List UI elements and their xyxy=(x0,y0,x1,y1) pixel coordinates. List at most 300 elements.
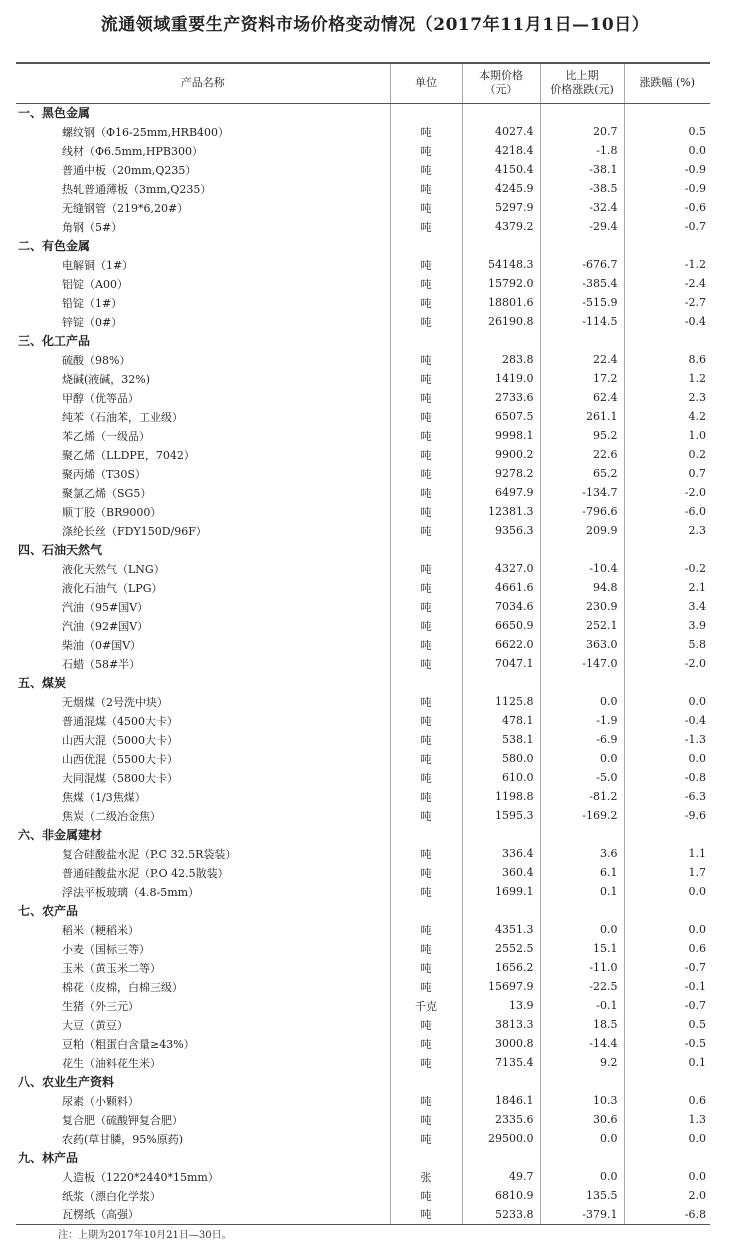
price-cell: 4218.4 xyxy=(462,141,540,160)
header-price-line2: （元） xyxy=(484,83,518,97)
product-name: 无缝钢管（219*6,20#） xyxy=(62,201,189,215)
product-name: 顺丁胶（BR9000） xyxy=(62,505,162,519)
price-cell: 283.8 xyxy=(462,350,540,369)
unit-cell: 吨 xyxy=(390,445,462,464)
unit-cell: 吨 xyxy=(390,1110,462,1129)
empty-cell xyxy=(540,673,624,692)
category-row xyxy=(16,103,710,122)
change-cell: -14.4 xyxy=(540,1034,624,1053)
change-cell: -11.0 xyxy=(540,958,624,977)
table-row xyxy=(16,559,710,578)
pct-cell: 0.0 xyxy=(624,749,710,768)
unit-cell: 吨 xyxy=(390,312,462,331)
category-row xyxy=(16,901,710,920)
pct-cell: 0.0 xyxy=(624,920,710,939)
pct-cell: -2.0 xyxy=(624,483,710,502)
price-cell: 2335.6 xyxy=(462,1110,540,1129)
pct-cell: -0.9 xyxy=(624,179,710,198)
table-row xyxy=(16,882,710,901)
price-cell: 4351.3 xyxy=(462,920,540,939)
product-name: 热轧普通薄板（3mm,Q235） xyxy=(62,182,212,196)
change-cell: -385.4 xyxy=(540,274,624,293)
pct-cell: 2.3 xyxy=(624,388,710,407)
change-cell: 261.1 xyxy=(540,407,624,426)
unit-cell: 吨 xyxy=(390,483,462,502)
table-row xyxy=(16,1186,710,1205)
page-title: 流通领域重要生产资料市场价格变动情况（2017年11月1日—10日） xyxy=(100,15,650,35)
price-cell: 3000.8 xyxy=(462,1034,540,1053)
unit-cell: 吨 xyxy=(390,977,462,996)
unit-cell: 吨 xyxy=(390,369,462,388)
table-row xyxy=(16,160,710,179)
empty-cell xyxy=(390,673,462,692)
empty-cell xyxy=(540,1148,624,1167)
pct-cell: -2.4 xyxy=(624,274,710,293)
change-cell: 209.9 xyxy=(540,521,624,540)
price-cell: 2552.5 xyxy=(462,939,540,958)
change-cell: -379.1 xyxy=(540,1205,624,1224)
empty-cell xyxy=(462,331,540,350)
change-cell: 22.6 xyxy=(540,445,624,464)
header-name: 产品名称 xyxy=(16,63,390,103)
price-cell: 9356.3 xyxy=(462,521,540,540)
table-row xyxy=(16,768,710,787)
unit-cell: 千克 xyxy=(390,996,462,1015)
change-cell: 0.0 xyxy=(540,1167,624,1186)
unit-cell: 吨 xyxy=(390,521,462,540)
pct-cell: -0.4 xyxy=(624,312,710,331)
product-name: 纯苯（石油苯，工业级） xyxy=(62,410,183,424)
pct-cell: 3.9 xyxy=(624,616,710,635)
table-row xyxy=(16,958,710,977)
price-cell: 9278.2 xyxy=(462,464,540,483)
table-row xyxy=(16,388,710,407)
table-row xyxy=(16,141,710,160)
product-name: 锌锭（0#） xyxy=(62,315,123,329)
unit-cell: 吨 xyxy=(390,654,462,673)
unit-cell: 吨 xyxy=(390,882,462,901)
unit-cell: 吨 xyxy=(390,1053,462,1072)
table-header xyxy=(16,63,710,103)
table-row xyxy=(16,1129,710,1148)
empty-cell xyxy=(540,901,624,920)
pct-cell: -6.0 xyxy=(624,502,710,521)
change-cell: 20.7 xyxy=(540,122,624,141)
table-row xyxy=(16,996,710,1015)
empty-cell xyxy=(624,331,710,350)
table-row xyxy=(16,1205,710,1224)
pct-cell: -1.3 xyxy=(624,730,710,749)
change-cell: -1.9 xyxy=(540,711,624,730)
price-cell: 1125.8 xyxy=(462,692,540,711)
price-cell: 6507.5 xyxy=(462,407,540,426)
category-row xyxy=(16,673,710,692)
change-cell: 135.5 xyxy=(540,1186,624,1205)
table-row xyxy=(16,521,710,540)
category-row xyxy=(16,825,710,844)
pct-cell: 0.6 xyxy=(624,939,710,958)
empty-cell xyxy=(624,1072,710,1091)
table-row xyxy=(16,730,710,749)
empty-cell xyxy=(462,825,540,844)
unit-cell: 吨 xyxy=(390,217,462,236)
price-cell: 580.0 xyxy=(462,749,540,768)
pct-cell: -2.7 xyxy=(624,293,710,312)
pct-cell: 0.2 xyxy=(624,445,710,464)
empty-cell xyxy=(390,540,462,559)
unit-cell: 吨 xyxy=(390,844,462,863)
unit-cell: 吨 xyxy=(390,293,462,312)
change-cell: 252.1 xyxy=(540,616,624,635)
pct-cell: 0.0 xyxy=(624,692,710,711)
price-cell: 4027.4 xyxy=(462,122,540,141)
unit-cell: 吨 xyxy=(390,635,462,654)
category-row xyxy=(16,1148,710,1167)
change-cell: 0.0 xyxy=(540,920,624,939)
table-row xyxy=(16,312,710,331)
table-row xyxy=(16,445,710,464)
table-row xyxy=(16,654,710,673)
unit-cell: 吨 xyxy=(390,179,462,198)
unit-cell: 吨 xyxy=(390,255,462,274)
table-row xyxy=(16,844,710,863)
unit-cell: 吨 xyxy=(390,160,462,179)
empty-cell xyxy=(540,1072,624,1091)
change-cell: 6.1 xyxy=(540,863,624,882)
product-name: 铅锭（1#） xyxy=(62,296,123,310)
pct-cell: 0.1 xyxy=(624,1053,710,1072)
empty-cell xyxy=(390,1072,462,1091)
table-row xyxy=(16,179,710,198)
change-cell: -1.8 xyxy=(540,141,624,160)
price-cell: 9998.1 xyxy=(462,426,540,445)
change-cell: 15.1 xyxy=(540,939,624,958)
price-cell: 336.4 xyxy=(462,844,540,863)
pct-cell: -0.7 xyxy=(624,217,710,236)
price-cell: 538.1 xyxy=(462,730,540,749)
product-name: 角钢（5#） xyxy=(62,220,123,234)
pct-cell: 2.3 xyxy=(624,521,710,540)
price-cell: 7034.6 xyxy=(462,597,540,616)
unit-cell: 吨 xyxy=(390,1186,462,1205)
unit-cell: 吨 xyxy=(390,464,462,483)
unit-cell: 吨 xyxy=(390,692,462,711)
change-cell: 0.1 xyxy=(540,882,624,901)
empty-cell xyxy=(390,236,462,255)
product-name: 小麦（国标三等） xyxy=(62,942,150,956)
header-change xyxy=(540,63,624,103)
price-cell: 6622.0 xyxy=(462,635,540,654)
table-row xyxy=(16,122,710,141)
pct-cell: 2.1 xyxy=(624,578,710,597)
empty-cell xyxy=(390,901,462,920)
change-cell: 3.6 xyxy=(540,844,624,863)
product-name: 螺纹钢（Φ16-25mm,HRB400） xyxy=(62,125,230,139)
empty-cell xyxy=(390,1148,462,1167)
change-cell: -134.7 xyxy=(540,483,624,502)
change-cell: 95.2 xyxy=(540,426,624,445)
price-cell: 478.1 xyxy=(462,711,540,730)
pct-cell: 2.0 xyxy=(624,1186,710,1205)
empty-cell xyxy=(540,825,624,844)
unit-cell: 吨 xyxy=(390,616,462,635)
pct-cell: -0.1 xyxy=(624,977,710,996)
empty-cell xyxy=(462,1072,540,1091)
change-cell: 30.6 xyxy=(540,1110,624,1129)
change-cell: 363.0 xyxy=(540,635,624,654)
product-name: 线材（Φ6.5mm,HPB300） xyxy=(62,144,203,158)
empty-cell xyxy=(390,103,462,122)
change-cell: -81.2 xyxy=(540,787,624,806)
category-row xyxy=(16,1072,710,1091)
category-name: 二、有色金属 xyxy=(18,239,91,253)
table-row xyxy=(16,635,710,654)
price-cell: 9900.2 xyxy=(462,445,540,464)
empty-cell xyxy=(624,236,710,255)
change-cell: 0.0 xyxy=(540,692,624,711)
empty-cell xyxy=(462,1148,540,1167)
price-cell: 6497.9 xyxy=(462,483,540,502)
empty-cell xyxy=(624,540,710,559)
pct-cell: -0.2 xyxy=(624,559,710,578)
pct-cell: -6.8 xyxy=(624,1205,710,1224)
table-row xyxy=(16,1034,710,1053)
price-cell: 5297.9 xyxy=(462,198,540,217)
change-cell: -0.1 xyxy=(540,996,624,1015)
product-name: 烧碱(液碱，32%) xyxy=(62,372,151,386)
product-name: 人造板（1220*2440*15mm） xyxy=(62,1170,219,1184)
table-row xyxy=(16,255,710,274)
product-name: 瓦楞纸（高强） xyxy=(16,1205,390,1224)
unit-cell: 吨 xyxy=(390,198,462,217)
change-cell: -515.9 xyxy=(540,293,624,312)
table-row xyxy=(16,217,710,236)
change-cell: -147.0 xyxy=(540,654,624,673)
change-cell: 18.5 xyxy=(540,1015,624,1034)
unit-cell: 吨 xyxy=(390,1034,462,1053)
product-name: 普通硅酸盐水泥（P.O 42.5散装） xyxy=(62,866,229,880)
table-row xyxy=(16,597,710,616)
pct-cell: 1.0 xyxy=(624,426,710,445)
change-cell: 62.4 xyxy=(540,388,624,407)
product-name: 铝锭（A00） xyxy=(62,277,128,291)
price-cell: 54148.3 xyxy=(462,255,540,274)
pct-cell: -0.5 xyxy=(624,1034,710,1053)
pct-cell: 3.4 xyxy=(624,597,710,616)
unit-cell: 吨 xyxy=(390,122,462,141)
change-cell: -5.0 xyxy=(540,768,624,787)
price-cell: 12381.3 xyxy=(462,502,540,521)
change-cell: 9.2 xyxy=(540,1053,624,1072)
price-cell: 13.9 xyxy=(462,996,540,1015)
unit-cell: 吨 xyxy=(390,502,462,521)
table-row xyxy=(16,369,710,388)
table-row xyxy=(16,749,710,768)
unit-cell: 吨 xyxy=(390,426,462,445)
table-row xyxy=(16,863,710,882)
table-row xyxy=(16,1091,710,1110)
pct-cell: 0.5 xyxy=(624,1015,710,1034)
product-name: 柴油（0#国Ⅴ） xyxy=(62,638,142,652)
pct-cell: 0.6 xyxy=(624,1091,710,1110)
product-name: 普通中板（20mm,Q235） xyxy=(62,163,197,177)
unit-cell: 吨 xyxy=(390,1129,462,1148)
product-name: 生猪（外三元） xyxy=(62,999,139,1013)
product-name: 聚乙烯（LLDPE，7042） xyxy=(62,448,195,462)
category-row xyxy=(16,540,710,559)
empty-cell xyxy=(624,103,710,122)
change-cell: 22.4 xyxy=(540,350,624,369)
pct-cell: 0.0 xyxy=(624,882,710,901)
change-cell: 0.0 xyxy=(540,1129,624,1148)
change-cell: 17.2 xyxy=(540,369,624,388)
price-table xyxy=(16,62,710,1225)
product-name: 玉米（黄玉米二等） xyxy=(62,961,161,975)
pct-cell: 0.0 xyxy=(624,1167,710,1186)
change-cell: -676.7 xyxy=(540,255,624,274)
category-row xyxy=(16,331,710,350)
empty-cell xyxy=(540,540,624,559)
category-name: 一、黑色金属 xyxy=(18,106,91,121)
unit-cell: 吨 xyxy=(390,749,462,768)
table-row xyxy=(16,1015,710,1034)
pct-cell: 8.6 xyxy=(624,350,710,369)
price-cell: 6650.9 xyxy=(462,616,540,635)
table-row xyxy=(16,274,710,293)
empty-cell xyxy=(624,1148,710,1167)
pct-cell: 1.3 xyxy=(624,1110,710,1129)
category-name: 七、农产品 xyxy=(18,904,79,918)
unit-cell: 吨 xyxy=(390,407,462,426)
unit-cell: 吨 xyxy=(390,350,462,369)
pct-cell: 0.7 xyxy=(624,464,710,483)
table-row xyxy=(16,578,710,597)
empty-cell xyxy=(540,103,624,122)
empty-cell xyxy=(624,673,710,692)
table-row xyxy=(16,483,710,502)
header-pct: 涨跌幅 (%) xyxy=(624,63,710,103)
category-name: 八、农业生产资料 xyxy=(18,1075,115,1089)
change-cell: -10.4 xyxy=(540,559,624,578)
table-row xyxy=(16,616,710,635)
product-name: 石蜡（58#半） xyxy=(62,657,141,671)
product-name: 甲醇（优等品） xyxy=(62,391,139,405)
table-row xyxy=(16,692,710,711)
price-cell: 610.0 xyxy=(462,768,540,787)
pct-cell: -0.9 xyxy=(624,160,710,179)
category-row xyxy=(16,236,710,255)
price-cell: 7047.1 xyxy=(462,654,540,673)
table-body xyxy=(16,103,710,1224)
category-name: 四、石油天然气 xyxy=(18,543,103,557)
category-name: 五、煤炭 xyxy=(18,676,67,690)
change-cell: -29.4 xyxy=(540,217,624,236)
header-price xyxy=(462,63,540,103)
unit-cell: 张 xyxy=(390,1167,462,1186)
price-cell: 4661.6 xyxy=(462,578,540,597)
price-cell: 15792.0 xyxy=(462,274,540,293)
product-name: 复合硅酸盐水泥（P.C 32.5R袋装） xyxy=(62,847,237,861)
unit-cell: 吨 xyxy=(390,597,462,616)
table-row xyxy=(16,407,710,426)
empty-cell xyxy=(462,901,540,920)
empty-cell xyxy=(540,331,624,350)
header-unit: 单位 xyxy=(390,63,462,103)
pct-cell: -0.4 xyxy=(624,711,710,730)
product-name: 电解铜（1#） xyxy=(62,258,134,272)
product-name: 大豆（黄豆） xyxy=(62,1018,128,1032)
price-cell: 1419.0 xyxy=(462,369,540,388)
table-row xyxy=(16,1110,710,1129)
empty-cell xyxy=(624,901,710,920)
change-cell: -796.6 xyxy=(540,502,624,521)
product-name: 棉花（皮棉，白棉三级） xyxy=(62,980,183,994)
product-name: 普通混煤（4500大卡） xyxy=(62,714,178,728)
change-cell: -38.1 xyxy=(540,160,624,179)
empty-cell xyxy=(462,540,540,559)
product-name: 山西优混（5500大卡） xyxy=(62,752,178,766)
product-name: 焦煤（1/3焦煤） xyxy=(62,790,146,804)
empty-cell xyxy=(462,236,540,255)
product-name: 液化天然气（LNG） xyxy=(62,562,165,576)
price-cell: 18801.6 xyxy=(462,293,540,312)
product-name: 浮法平板玻璃（4.8-5mm） xyxy=(62,885,200,899)
empty-cell xyxy=(624,825,710,844)
pct-cell: -0.7 xyxy=(624,958,710,977)
change-cell: -32.4 xyxy=(540,198,624,217)
price-cell: 1595.3 xyxy=(462,806,540,825)
change-cell: 65.2 xyxy=(540,464,624,483)
unit-cell: 吨 xyxy=(390,920,462,939)
price-cell: 15697.9 xyxy=(462,977,540,996)
price-cell: 360.4 xyxy=(462,863,540,882)
product-name: 豆粕（粗蛋白含量≥43%） xyxy=(62,1037,195,1051)
footnote: 注：上期为2017年10月21日—30日。 xyxy=(58,1230,232,1241)
price-cell: 7135.4 xyxy=(462,1053,540,1072)
price-cell: 1699.1 xyxy=(462,882,540,901)
price-cell: 26190.8 xyxy=(462,312,540,331)
unit-cell: 吨 xyxy=(390,559,462,578)
pct-cell: -0.8 xyxy=(624,768,710,787)
pct-cell: -2.0 xyxy=(624,654,710,673)
price-cell: 5233.8 xyxy=(462,1205,540,1224)
empty-cell xyxy=(390,331,462,350)
header-price-line1: 本期价格 xyxy=(479,69,523,83)
unit-cell: 吨 xyxy=(390,863,462,882)
category-name: 六、非金属建材 xyxy=(18,828,103,842)
change-cell: 0.0 xyxy=(540,749,624,768)
price-cell: 1198.8 xyxy=(462,787,540,806)
product-name: 纸浆（漂白化学浆） xyxy=(62,1189,161,1203)
price-cell: 4327.0 xyxy=(462,559,540,578)
product-name: 复合肥（硫酸钾复合肥） xyxy=(62,1113,183,1127)
change-cell: -169.2 xyxy=(540,806,624,825)
pct-cell: 1.2 xyxy=(624,369,710,388)
unit-cell: 吨 xyxy=(390,958,462,977)
change-cell: -114.5 xyxy=(540,312,624,331)
product-name: 大同混煤（5800大卡） xyxy=(62,771,178,785)
table-row xyxy=(16,293,710,312)
empty-cell xyxy=(462,103,540,122)
pct-cell: -0.6 xyxy=(624,198,710,217)
product-name: 尿素（小颗料） xyxy=(62,1094,139,1108)
unit-cell: 吨 xyxy=(390,730,462,749)
price-cell: 49.7 xyxy=(462,1167,540,1186)
table-row xyxy=(16,1053,710,1072)
change-cell: -6.9 xyxy=(540,730,624,749)
table-row xyxy=(16,711,710,730)
pct-cell: 0.0 xyxy=(624,141,710,160)
